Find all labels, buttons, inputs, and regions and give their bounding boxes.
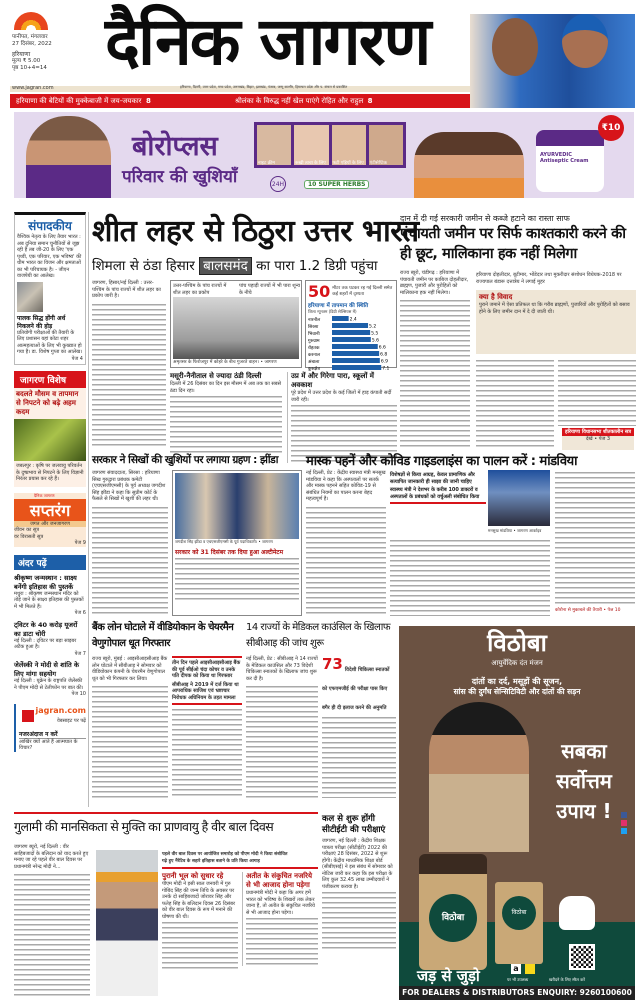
chart-bar — [332, 323, 368, 328]
chart-bar — [332, 358, 380, 363]
sikh-headline[interactable]: सरकार ने सिखों की खुशियों पर लगाया ग्रहण : झींडा — [92, 454, 278, 466]
lead-subhead: शिमला से ठंडा हिसार बालसमंद का पारा 1.2 डिग्री पहुंचा — [92, 258, 378, 274]
medical-text: नई दिल्ली, प्रेट : सीबीआइ ने 14 राज्यों के मेडिकल काउंसिल और 73 विदेशी चिकित्सा स्नातकों के खिलाफ जांच शुरू कर दी है। — [246, 656, 318, 682]
sub-story-past-view[interactable]: अतीत के संकुचित नजरिये से भी आजाद होना पड़ेगा प्रधानमंत्री मोदी ने कहा कि अगर हमें भारत को भविष्य के शिखरों तक लेकर जाना है, तो अतीत के संकुचित नजरिये से भी आजाद होना पड़ेगा। — [242, 872, 318, 966]
ad-tagline: जड़ से जुड़ो — [417, 967, 480, 985]
sikh-text-column — [92, 470, 168, 616]
chart-value-label: 7.1 — [382, 366, 390, 371]
chart-bar — [332, 344, 378, 349]
bank-text-column — [92, 656, 168, 798]
chart-value-label: 5.6 — [371, 338, 379, 344]
page-count: पृष्ठ 10+4=14 — [12, 65, 47, 71]
temperature-chart-box: 50 मीटर तक घटकर रह गई दिल्ली समेत कई शहरों में दृश्यता हरियाणा में तापमान की स्थिति जिला न्यूनतम (डिग्री सेल्सियस में) नारनौल 2.4 सिरसा 5.2 भिवानी 5.5 गुरुग्राम 5.6 रोहतक 6.6 करनाल 6.8 अंबाला 6.9 कुरुक्षेत्र 7.1 — [305, 280, 397, 368]
veer-bal-text: जागरण ब्यूरो, नई दिल्ली : वीर साहिबजादों के बलिदान को याद करते हुए मनाए जा रहे पहले वीर बाल दिवस पर प्रधानमंत्री नरेन्द्र मोदी ने... — [14, 844, 89, 870]
chart-bar — [332, 365, 381, 370]
lead-headline[interactable]: शीत लहर से ठिठुरा उत्तर भारत — [92, 214, 419, 249]
vithoba-ad[interactable]: विठोबा आयुर्वेदिक दंत मंजन दांतों का दर्द, मसूड़ों की सूजन, सांस की दुर्गंध सेन्सिटिविटी और दांतों की सड़न सबका सर्वोत्तम उपाय ! विठोबा विठोबा जड़ से जुड़ो a पर भी उपलब्ध खरीदने के लिए स्कैन करें FOR DEALERS & DISTRIBUTORS ENQUIRY: 9260100600 — [399, 626, 635, 1000]
product-pouch: विठोबा — [495, 882, 543, 964]
edition-date: 27 दिसंबर, 2022 — [12, 41, 52, 47]
assembly-session-promo[interactable]: हरियाणा विधानसभा शीतकालीन सत्र देखें • पेज 3 — [562, 428, 634, 450]
social-icons — [621, 812, 629, 834]
boroplus-ad[interactable] — [14, 112, 634, 198]
ad-uses-panel: नाइट क्रीम रूखी त्वचा के लिए फटी एड़ियों के लिए एंटीसेप्टिक — [254, 122, 406, 168]
medical-text-column — [246, 656, 318, 798]
medical-headline[interactable]: 14 राज्यों के मेडिकल काउंसिल के खिलाफ सीबीआइ की जांच शुरू — [246, 622, 391, 649]
ctet-story[interactable]: कल से शुरू होंगी सीटीईटी की परीक्षाएं जागरण, नई दिल्ली : केंद्रीय शिक्षक पात्रता परीक्षा (सीटीईटी) 2022 की परीक्षाएं 28 दिसंबर, 2022 से शुरू होंगी। केंद्रीय माध्यमिक शिक्षा बोर्ड (सीबीएसई) ने इस संबंध में सोमवार को नोटिस जारी कर कहा कि इस परीक्षा के लिए कुल 32.45 लाख उम्मीदवारों ने पंजीकरण कराया है। — [322, 814, 396, 950]
vishesh-headline[interactable]: बदलते मौसम व तापमान से निपटने को बढ़े अहम कदम — [16, 390, 79, 416]
chart-category-label: गुरुग्राम — [308, 339, 320, 344]
mandaviya-photo — [488, 470, 550, 526]
bank-text: राज्य ब्यूरो, मुंबई : आइसीआइसीआइ बैंक लोन घोटाले में सीबीआइ ने सोमवार को वीडियोकान कंपनी के चेयरमैन वेणुगोपाल धूत को भी गिरफ्तार कर लिया। — [92, 656, 168, 682]
jagran-sun-logo-icon — [14, 12, 48, 30]
mango-photo — [14, 419, 86, 461]
edition-city-day: पानीपत, मंगलवार — [12, 34, 48, 40]
chart-bar — [332, 330, 370, 335]
chart-category-label: कुरुक्षेत्र — [308, 367, 320, 371]
clock-24h-icon: 24H — [270, 176, 286, 192]
editorial-box — [14, 212, 86, 365]
mask-headline[interactable]: मास्क पहनें और कोविड गाइडलाइंस का पालन करें : मांडविया — [306, 454, 578, 469]
teaser-boxing[interactable]: हरियाणा की बेटियों की मुक्केबाजी में जय-जयकार 8 — [16, 97, 151, 105]
inside-title: अंदर पढ़ें — [14, 555, 86, 570]
chart-bar — [332, 316, 349, 321]
ad-brand: बोरोप्लस — [132, 131, 218, 162]
herbs-badge: 10 SUPER HERBS — [304, 180, 369, 189]
editorial-title: संपादकीय — [28, 219, 72, 233]
sikh-text: जागरण संवाददाता, सिरसा : हरियाणा सिख गुरुद्वारा प्रबंधक कमेटी (एचएसजीएमसी) के पूर्व अध्यक्ष जगदीश सिंह झींडा ने कहा कि सुप्रीम कोर्ट के फैसले से सिखों में खुशी की लहर थी। — [92, 470, 166, 502]
price-badge: ₹10 — [598, 115, 624, 141]
amazon-icon[interactable]: a — [511, 964, 521, 974]
column-divider — [88, 212, 89, 807]
editorial-summary[interactable]: वैश्विक नेतृत्व के लिए तैयार भारत : अब दुनिया समान चुनौतियों से जूझ रही है तब जी-20 के लिए 'एक पृथ्वी, एक परिवार, एक भविष्य' की थीम भारत का विजन और क्षमताओं का भी परिचायक है। - जीएन वाजपेयी का आलेख। — [17, 234, 82, 279]
ad-footer: FOR DEALERS & DISTRIBUTORS ENQUIRY: 9260100600 — [399, 986, 635, 1000]
medical-highlight: 73 विदेशी चिकित्सा स्नातकों को एफएमजीई की परीक्षा पास किए बगैर ही दी इलाज करने की अनुमति — [322, 656, 390, 711]
mask-text-column — [306, 470, 386, 616]
what-is-dispute-box: क्या है विवाद पुराने जमाने में ऐसा प्रतिफल था कि गरीब ब्राह्मणों, पुजारियों और पुरोहितों को बसाव होने के लिए जमीन दान में दे दी जाती थी। — [476, 290, 636, 354]
lead-body-text — [92, 302, 166, 450]
bank-headline[interactable]: बैंक लोन घोटाले में वीडियोकान के चेयरमैन वेणुगोपाल धूत गिरफ्तार — [92, 622, 234, 649]
chart-bar — [332, 351, 379, 356]
saptrang-box[interactable]: दैनिक जागरण सप्तरंग जगत और जनजागरण जीवन का सूत्र वर विरासती सूत्र पेज 9 — [14, 492, 86, 546]
subhead-tag: बालसमंद — [199, 257, 252, 275]
jagran-app-icon — [22, 710, 34, 722]
editorial-2-summary: प्रतियोगी परीक्षाओं की तैयारी के लिए प्रशासन यहां कोटा शहर आत्महत्याओं के लिए भी कुख्यात हो गया है। डा. विशेष गुप्ता का आलेख। — [17, 329, 83, 355]
panchayat-dateline: राज्य ब्यूरो, चंडीगढ़ : हरियाणा में पंचायती जमीन पर काबिज दोहलीदार, ब्राह्मण, पुजारी और पुरोहितों को मालिकाना हक नहीं मिलेगा। — [400, 270, 469, 296]
jagran-vishesh — [14, 371, 86, 487]
qr-code[interactable] — [569, 944, 595, 970]
bank-bullets: तीन दिन पहले आइसीआइसीआइ बैंक की पूर्व सीईओ चंदा कोचर व उनके पति दीपक को किया था गिरफ्तार सीबीआइ ने 2019 में दर्ज किया था आपराधिक साजिश एवं भ्रष्टाचार निरोधक अधिनियम के तहत मामला — [172, 656, 242, 705]
price: मूल्य ₹ 5.00 — [12, 58, 41, 64]
columnist-photo — [17, 282, 43, 312]
ad-family-photo — [414, 132, 524, 198]
panchayat-headline[interactable]: पंचायती जमीन पर सिर्फ काश्तकारी करने की ही छूट, मालिकाना हक नहीं मिलेगा — [400, 226, 626, 262]
story-up-cold[interactable]: उप्र में और गिरेगा पारा, स्कूलों में अवकाश पूरे प्रदेश में उत्तर प्रदेश के कई जिलों में हाड़ कंपाती सर्दी जारी रही। — [287, 372, 397, 463]
vithoba-brand: विठोबा — [487, 629, 547, 657]
panchayat-kicker: दान में दी गई सरकारी जमीन से कब्जे हटाने का रास्ता साफ — [400, 214, 570, 223]
fog-number: 50 — [308, 282, 331, 301]
veer-bal-text-column — [14, 844, 90, 998]
veer-bal-bullets: पहले वीर बाल दिवस पर आयोजित समारोह को पीएम मोदी ने किया संबोधित गढ़े हुए नैरेटिव के सहारे इतिहास बताने के प्रति किया आगाह — [162, 852, 318, 869]
ad-slogan: सबका सर्वोत्तम उपाय ! — [556, 739, 612, 823]
inside-item[interactable]: जेलेंस्की ने मोदी से शांति के लिए मांगा सहयोग नई दिल्ली : यूक्रेन के राष्ट्रपति जेलेंस्की ने पीएम मोदी से टेलीफोन पर बात की। पेज 10 — [14, 661, 86, 697]
mask-text: नई दिल्ली, प्रेट : केंद्रीय स्वास्थ्य मंत्री मनसुख मांडविया ने कहा कि अस्पतालों पर सतर्क और मास्क पहनने सहित कोविड-19 से संबंधित नियमों का पालन करना बेहद महत्वपूर्ण है। — [306, 470, 386, 502]
sikh-photo-box: जगदीश सिंह झींडा व एचएसजीएमसी के पूर्व पदाधिकारी। • जागरण सरकार को 31 दिसंबर तक दिया हुआ अल्टीमेटम — [172, 470, 302, 616]
bank-bullets-column — [172, 656, 242, 798]
edition-name: हरियाणा — [12, 51, 31, 58]
temperature-bar-chart — [308, 315, 394, 371]
flipkart-icon[interactable] — [525, 964, 535, 974]
veer-bal-headline[interactable]: गुलामी की मानसिकता से मुक्ति का प्राणवायु है वीर बाल दिवस — [14, 819, 274, 834]
sikh-leaders-photo — [175, 473, 299, 539]
chart-value-label: 2.4 — [349, 317, 357, 323]
website-link[interactable]: www.jagran.com — [12, 85, 54, 91]
cricketers-photo — [470, 14, 635, 108]
chart-value-label: 6.6 — [378, 345, 386, 351]
newspaper-logo: दैनिक जागरण — [105, 3, 430, 80]
web-promo[interactable]: jagran.com वेबसाइट पर पढ़ें — [14, 704, 86, 730]
chart-value-label: 5.2 — [369, 324, 377, 330]
saptrang-logo: सप्तरंग — [14, 499, 86, 521]
section-rule — [14, 812, 318, 814]
chart-value-label: 6.9 — [380, 359, 389, 365]
fog-photo — [173, 297, 299, 359]
teaser-cricket[interactable]: श्रीलंका के विरुद्ध नहीं खेल पाएंगे रोहित और राहुल 8 — [235, 97, 373, 105]
ad-model-photo — [26, 116, 111, 198]
najar-box[interactable]: नजरअंदाज न करें आखिर क्यों आते हैं आत्मघात के विचार? — [14, 730, 86, 752]
lead-photo-box: उत्तर-पश्चिम के पांच राज्यों में शीत लहर का प्रकोप पांच पहाड़ी राज्यों में भी पारा शून्य के नीचे अमृतसर के फिरोजपुर में कोहरे के बीच गुजरते वाहन। • जागरण — [170, 280, 302, 368]
panchayat-bullet: हरियाणा दोहलीदार, बूटीमार, भोंडेदार तथा मुकरीदार संशोधन विधेयक-2018 पर राज्यपाल बंडारू दत्तात्रेय ने लगाई मुहर — [476, 272, 622, 285]
chart-value-label: 6.8 — [380, 352, 388, 358]
twitter-icon[interactable] — [621, 828, 627, 834]
page-ref[interactable]: पेज 4 — [71, 355, 83, 362]
teaser-bar — [10, 94, 470, 108]
chart-category-label: रोहतक — [308, 346, 320, 351]
chart-value-label: 5.5 — [371, 331, 379, 337]
story-mussoorie[interactable]: मसूरी-नैनीताल से ज्यादा ठंडी दिल्ली दिल्ली में 26 दिसंबर का दिन इस मौसम में अब तक का सबसे ठंडा दिन रहा। — [170, 372, 282, 454]
chart-category-label: अंबाला — [308, 360, 320, 365]
editorial-2-title[interactable]: पालक सिद्ध होंगी अर्ध निकलने की होड़ — [17, 314, 66, 330]
chart-category-label: भिवानी — [308, 332, 320, 337]
panchayat-text-column — [400, 270, 470, 450]
inside-pages — [14, 555, 86, 698]
edition-strip — [10, 86, 470, 92]
strong-tooth-icon — [559, 896, 595, 930]
actor-photo — [429, 702, 529, 852]
modi-photo — [96, 850, 158, 996]
lead-dateline: जागरण, हिसार/नई दिल्ली : उत्तर-पश्चिम के पांच राज्यों में शीत लहर का प्रकोप जारी है। — [92, 280, 161, 299]
editions-list: हरियाणा, दिल्ली, उत्तर प्रदेश, मध्य प्रदेश, उत्तराखंड, बिहार, झारखंड, पंजाब, जम्मू कश्मीर, हिमाचल प्रदेश और प. बंगाल से प्रकाशित — [180, 85, 348, 89]
chart-category-label: सिरसा — [308, 325, 319, 330]
lead-text-column — [92, 280, 166, 449]
product-jar: विठोबा — [419, 854, 487, 970]
medical-highlight-column — [322, 656, 396, 798]
inside-item[interactable]: ट्विटर के 40 करोड़ यूजरों का डाटा चोरी नई दिल्ली : ट्विटर पर बड़ा साइबर अटैक हुआ है। पेज 7 — [14, 620, 86, 657]
instagram-icon[interactable] — [621, 820, 627, 826]
chart-subtitle: जिला न्यूनतम (डिग्री सेल्सियस में) — [308, 309, 357, 314]
ad-tagline: परिवार की खुशियाँ — [122, 167, 238, 187]
chart-category-label: करनाल — [308, 353, 321, 358]
sub-story-old-mistake[interactable]: पुरानी भूल को सुधार रहे पीएम मोदी ने इसी साल जनवरी में गुरु गोबिंद सिंह की जन्म तिथि के अवसर पर उनके दो साहिबजादों जोरावर सिंह और फतेह सिंह के बलिदान दिवस 26 दिसंबर को वीर बाल दिवस के रूप में मनाने की घोषणा की थी। — [162, 872, 238, 970]
facebook-icon[interactable] — [621, 812, 627, 818]
vishesh-title: जागरण विशेष — [14, 371, 86, 388]
mask-more-link[interactable]: कोरोना से मुकाबले की तैयारी • पेज 10 — [555, 608, 621, 613]
chart-bar — [332, 337, 371, 342]
chart-category-label: नारनौल — [308, 318, 321, 323]
mandaviya-caption: मनसुख मांडविया • जागरण आर्काइव — [488, 528, 542, 533]
masthead — [0, 0, 640, 108]
left-column — [14, 212, 86, 752]
vishesh-text: जबलपुर : कृषि पर जलवायु परिवर्तन के दुष्प्रभाव से निपटने के लिए विज्ञानी निरंतर प्रयास कर रहे हैं। — [16, 463, 84, 482]
cream-jar: AYURVEDIC Antiseptic Cream — [536, 130, 604, 192]
mask-bullets: विशेषज्ञों से किया आग्रह, केवल प्रामाणिक और सत्यापित जानकारी ही साझा की जानी चाहिए स्वास्थ्य मंत्री ने देशभर के करीब 100 डाक्टरों व अस्पतालों के प्रबंधकों को वर्चुअली संबोधित किया — [390, 472, 486, 504]
inside-item[interactable]: श्रीकृष्ण जन्मस्थान : साक्ष्य बनेंगी इतिहास की पुस्तकें मथुरा : श्रीकृष्ण जन्मस्थान मंदिर को तोड़े जाने के साक्ष्य इतिहास की पुस्तकों में भी मिलते हैं। पेज 6 — [14, 573, 86, 616]
chart-title: हरियाणा में तापमान की स्थिति — [308, 303, 369, 309]
